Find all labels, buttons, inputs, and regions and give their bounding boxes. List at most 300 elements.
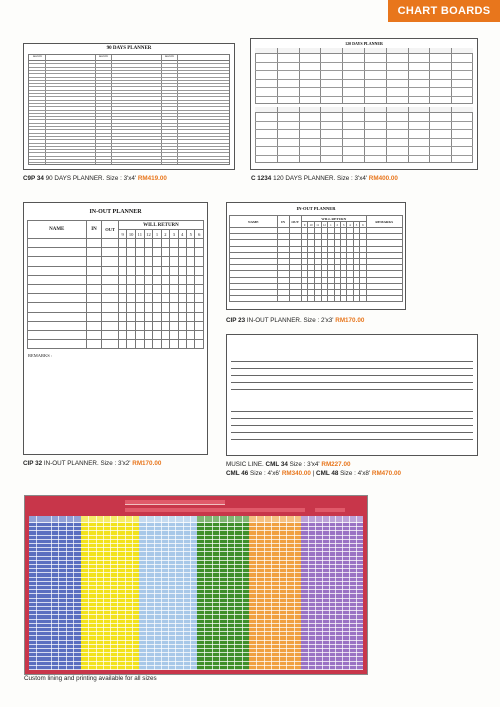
table-cell xyxy=(161,266,169,275)
table-cell xyxy=(135,303,144,312)
grid-hline xyxy=(29,593,363,594)
in-out-planner-large-board xyxy=(23,202,208,455)
table-row xyxy=(28,303,204,312)
table-cell xyxy=(144,312,153,321)
hour-header: 10 xyxy=(127,230,136,239)
grid-hline xyxy=(29,644,363,645)
hour-header: 3 xyxy=(170,230,178,239)
product-code: C 1234 xyxy=(251,175,272,182)
table-row xyxy=(28,275,204,284)
table-row xyxy=(28,284,204,293)
table-cell xyxy=(118,321,126,330)
grid-hline xyxy=(255,70,473,71)
table-cell xyxy=(170,340,178,349)
in-header: IN xyxy=(86,221,102,239)
table-cell xyxy=(144,239,153,248)
grid-hline xyxy=(29,77,229,78)
table-cell xyxy=(187,257,195,266)
planner-grid-top xyxy=(255,48,473,104)
table-cell xyxy=(178,257,186,266)
will-return-header: WILL RETURN xyxy=(118,221,203,230)
grid-hline xyxy=(29,119,229,120)
table-cell xyxy=(321,296,328,302)
table-cell xyxy=(153,275,161,284)
table-cell xyxy=(153,312,161,321)
product-price: RM340.00 xyxy=(281,470,311,477)
hour-header: 4 xyxy=(178,230,186,239)
hour-header: 4 xyxy=(347,222,353,228)
product-size: Size : 3'x4' xyxy=(289,461,320,468)
product-code: CML 46 xyxy=(226,470,249,477)
table-cell xyxy=(86,257,102,266)
table-cell xyxy=(28,340,87,349)
table-cell xyxy=(187,284,195,293)
table-cell xyxy=(102,330,118,339)
hour-header: 3 xyxy=(340,222,346,228)
board-subheader-strip xyxy=(125,508,305,512)
table-cell xyxy=(187,303,195,312)
hour-header: 5 xyxy=(187,230,195,239)
grid-hline xyxy=(29,568,363,569)
grid-hline xyxy=(29,129,229,130)
table-cell xyxy=(187,330,195,339)
table-row xyxy=(28,266,204,275)
table-row xyxy=(230,296,403,302)
grid-hline xyxy=(255,79,473,80)
table-cell xyxy=(161,284,169,293)
table-cell xyxy=(86,312,102,321)
table-cell xyxy=(118,330,126,339)
table-cell xyxy=(86,284,102,293)
c1234-caption xyxy=(251,175,398,182)
grid-hline xyxy=(29,123,229,124)
board-corner-box xyxy=(315,508,345,512)
board-title: 120 DAYS PLANNER xyxy=(345,41,383,46)
table-row xyxy=(28,294,204,303)
product-size: Size : 4'x6' xyxy=(250,470,281,477)
hour-header: 2 xyxy=(334,222,340,228)
grid-hline xyxy=(29,530,363,531)
table-cell xyxy=(187,275,195,284)
grid-hline xyxy=(29,126,229,127)
table-cell xyxy=(102,275,118,284)
board-title: IN-OUT PLANNER xyxy=(89,209,142,215)
table-cell xyxy=(86,303,102,312)
remarks-header: REMARKS xyxy=(366,216,402,228)
hour-header: 6 xyxy=(360,222,366,228)
table-cell xyxy=(86,321,102,330)
table-cell xyxy=(102,248,118,257)
table-cell xyxy=(28,330,87,339)
table-cell xyxy=(86,239,102,248)
table-cell xyxy=(153,257,161,266)
grid-hline xyxy=(29,656,363,657)
grid-hline xyxy=(29,90,229,91)
hour-header: 2 xyxy=(161,230,169,239)
table-cell xyxy=(127,294,136,303)
table-cell xyxy=(195,239,204,248)
in-out-table xyxy=(229,215,403,302)
c9p34-caption xyxy=(23,175,167,182)
board-title: 90 DAYS PLANNER xyxy=(106,46,152,51)
table-cell xyxy=(28,294,87,303)
hour-header: 10 xyxy=(309,222,313,227)
table-cell xyxy=(195,303,204,312)
table-cell xyxy=(118,312,126,321)
grid-hline xyxy=(29,103,229,104)
band-header xyxy=(43,516,81,523)
product-code: CML 34 xyxy=(265,461,288,468)
grid-hline xyxy=(29,526,363,527)
table-cell xyxy=(102,294,118,303)
table-cell xyxy=(127,321,136,330)
will-return-header: WILL RETURN xyxy=(301,216,366,222)
in-header: IN xyxy=(277,216,289,228)
table-cell xyxy=(187,266,195,275)
grid-hline xyxy=(255,155,473,156)
table-cell xyxy=(127,330,136,339)
grid-hline xyxy=(29,564,363,565)
grid-hline xyxy=(29,614,363,615)
table-cell xyxy=(153,330,161,339)
table-cell xyxy=(28,275,87,284)
table-cell xyxy=(277,296,289,302)
table-cell xyxy=(178,248,186,257)
table-cell xyxy=(195,321,204,330)
grid-hline xyxy=(29,83,229,84)
music-line-board xyxy=(226,334,478,456)
staff-line xyxy=(231,425,473,426)
table-cell xyxy=(118,294,126,303)
table-cell xyxy=(170,330,178,339)
staff-line xyxy=(231,361,473,362)
table-cell xyxy=(308,296,315,302)
product-size: Size : 4'x8' xyxy=(340,470,371,477)
ninety-days-planner-board xyxy=(23,43,235,170)
grid-hline xyxy=(29,619,363,620)
separator: | xyxy=(312,470,315,477)
hour-header: 5 xyxy=(353,222,359,228)
table-cell xyxy=(135,266,144,275)
table-cell xyxy=(187,312,195,321)
grid-hline xyxy=(29,572,363,573)
table-cell xyxy=(195,312,204,321)
table-row xyxy=(28,312,204,321)
product-code: CML 48 xyxy=(316,470,339,477)
board-header-strip xyxy=(125,500,225,505)
table-cell xyxy=(118,275,126,284)
table-cell xyxy=(289,296,301,302)
table-cell xyxy=(102,303,118,312)
table-cell xyxy=(187,321,195,330)
table-cell xyxy=(153,266,161,275)
table-cell xyxy=(144,303,153,312)
table-cell xyxy=(135,294,144,303)
table-cell xyxy=(118,239,126,248)
table-cell xyxy=(135,330,144,339)
header-row xyxy=(29,55,229,61)
grid-hline xyxy=(29,136,229,137)
table-cell xyxy=(86,248,102,257)
table-cell xyxy=(170,239,178,248)
grid-hline xyxy=(29,86,229,87)
table-cell xyxy=(161,303,169,312)
table-cell xyxy=(178,340,186,349)
hour-header: 11 xyxy=(316,222,320,227)
table-cell xyxy=(135,248,144,257)
table-cell xyxy=(178,330,186,339)
table-cell xyxy=(127,239,136,248)
grid-hline xyxy=(29,631,363,632)
table-cell xyxy=(161,275,169,284)
grid-hline xyxy=(29,146,229,147)
table-cell xyxy=(161,239,169,248)
grid-hline xyxy=(29,585,363,586)
grid-hline xyxy=(29,113,229,114)
table-cell xyxy=(170,303,178,312)
grid-hline xyxy=(29,547,363,548)
table-cell xyxy=(195,266,204,275)
in-out-planner-small-board xyxy=(226,202,406,310)
table-cell xyxy=(127,248,136,257)
product-desc: IN-OUT PLANNER. Size : 3'x2' xyxy=(43,460,131,467)
table-cell xyxy=(86,340,102,349)
table-cell xyxy=(144,294,153,303)
board-title: IN-OUT PLANNER xyxy=(296,206,336,211)
grid-hline xyxy=(29,133,229,134)
grid-hline xyxy=(29,556,363,557)
table-cell xyxy=(127,275,136,284)
grid-hline xyxy=(29,152,229,153)
table-row xyxy=(28,257,204,266)
table-cell xyxy=(170,257,178,266)
grid-hline xyxy=(29,156,229,157)
table-cell xyxy=(102,321,118,330)
staff-line xyxy=(231,382,473,383)
grid-hline xyxy=(255,129,473,130)
table-cell xyxy=(230,296,278,302)
grid-hline xyxy=(29,535,363,536)
table-cell xyxy=(135,321,144,330)
grid-hline xyxy=(29,149,229,150)
table-cell xyxy=(102,239,118,248)
grid-hline xyxy=(29,539,363,540)
table-cell xyxy=(118,303,126,312)
table-cell xyxy=(170,275,178,284)
table-cell xyxy=(170,266,178,275)
staff-line xyxy=(231,375,473,376)
hour-header: 6 xyxy=(195,230,204,239)
table-cell xyxy=(144,248,153,257)
table-cell xyxy=(118,248,126,257)
grid-hline xyxy=(29,159,229,160)
out-header: OUT xyxy=(102,221,118,239)
table-cell xyxy=(153,321,161,330)
grid-hline xyxy=(29,110,229,111)
column-header: MONTH xyxy=(165,55,175,58)
table-cell xyxy=(195,330,204,339)
grid-hline xyxy=(29,162,229,163)
table-row xyxy=(28,330,204,339)
table-cell xyxy=(118,257,126,266)
grid-hline xyxy=(29,581,363,582)
planner-grid xyxy=(28,54,230,165)
grid-hline xyxy=(29,116,229,117)
music-prefix: MUSIC LINE. xyxy=(226,461,264,468)
grid-hline xyxy=(29,623,363,624)
cip32-caption xyxy=(23,460,161,467)
grid-hline xyxy=(29,73,229,74)
table-cell xyxy=(195,294,204,303)
table-cell xyxy=(153,239,161,248)
grid-hline xyxy=(29,67,229,68)
table-cell xyxy=(28,303,87,312)
table-cell xyxy=(127,284,136,293)
table-cell xyxy=(86,275,102,284)
grid-hline xyxy=(255,121,473,122)
table-cell xyxy=(187,340,195,349)
product-price: RM419.00 xyxy=(137,175,167,182)
grid-hline xyxy=(29,96,229,97)
table-cell xyxy=(127,303,136,312)
table-cell xyxy=(161,321,169,330)
table-cell xyxy=(178,284,186,293)
grid-hline xyxy=(29,70,229,71)
section-title-banner: CHART BOARDS xyxy=(388,0,500,22)
table-cell xyxy=(161,248,169,257)
table-cell xyxy=(170,312,178,321)
remarks-label: REMARKS : xyxy=(28,353,53,358)
column-header: MONTH xyxy=(99,55,109,58)
table-cell xyxy=(178,321,186,330)
table-cell xyxy=(170,248,178,257)
grid-hline xyxy=(29,606,363,607)
grid-hline xyxy=(29,640,363,641)
table-cell xyxy=(195,275,204,284)
table-cell xyxy=(86,266,102,275)
product-code: CIP 32 xyxy=(23,460,43,467)
table-row xyxy=(28,248,204,257)
staff-line xyxy=(231,411,473,412)
table-cell xyxy=(170,321,178,330)
grid-hline xyxy=(29,598,363,599)
grid-hline xyxy=(29,627,363,628)
product-price: RM470.00 xyxy=(371,470,401,477)
table-cell xyxy=(144,275,153,284)
music-staff-top xyxy=(231,361,473,393)
grid-hline xyxy=(29,635,363,636)
staff-line xyxy=(231,368,473,369)
grid-hline xyxy=(29,63,229,64)
table-cell xyxy=(86,294,102,303)
grid-hline xyxy=(255,87,473,88)
table-row xyxy=(28,340,204,349)
grid-hline xyxy=(29,560,363,561)
grid-hline xyxy=(29,100,229,101)
hour-header: 12 xyxy=(144,230,153,239)
grid-hline xyxy=(29,80,229,81)
hour-header: 11 xyxy=(135,230,144,239)
grid-hline xyxy=(29,143,229,144)
table-cell xyxy=(161,330,169,339)
hour-header: 9 xyxy=(301,222,307,228)
table-cell xyxy=(161,294,169,303)
table-cell xyxy=(118,340,126,349)
table-cell xyxy=(28,266,87,275)
table-cell xyxy=(178,303,186,312)
table-cell xyxy=(144,321,153,330)
grid-hline xyxy=(29,661,363,662)
grid-hline xyxy=(29,577,363,578)
grid-hline xyxy=(29,139,229,140)
grid-hline xyxy=(255,138,473,139)
table-cell xyxy=(178,275,186,284)
table-cell xyxy=(178,312,186,321)
hour-header: 1 xyxy=(153,230,161,239)
table-cell xyxy=(170,294,178,303)
grid-hline xyxy=(29,652,363,653)
grid-hline xyxy=(29,93,229,94)
table-cell xyxy=(135,257,144,266)
table-cell xyxy=(314,296,321,302)
band-header xyxy=(301,516,363,523)
table-cell xyxy=(161,312,169,321)
product-price: RM400.00 xyxy=(368,175,398,182)
table-cell xyxy=(187,239,195,248)
staff-line xyxy=(231,439,473,440)
color-planner-board xyxy=(24,495,368,675)
table-cell xyxy=(144,266,153,275)
table-cell xyxy=(28,239,87,248)
name-header: NAME xyxy=(230,216,278,228)
table-cell xyxy=(195,248,204,257)
table-cell xyxy=(195,284,204,293)
product-desc: IN-OUT PLANNER. Size : 2'x3' xyxy=(246,317,334,324)
music-staff-bottom xyxy=(231,411,473,443)
hour-header: 1 xyxy=(328,222,334,228)
hour-header: 12 xyxy=(322,222,326,227)
table-cell xyxy=(127,266,136,275)
table-cell xyxy=(187,294,195,303)
table-cell xyxy=(86,330,102,339)
staff-line xyxy=(231,432,473,433)
table-cell xyxy=(28,321,87,330)
in-out-table xyxy=(27,220,204,349)
product-desc: 90 DAYS PLANNER. Size : 3'x4' xyxy=(45,175,137,182)
grid-hline xyxy=(255,146,473,147)
product-price: RM170.00 xyxy=(132,460,162,467)
table-cell xyxy=(178,239,186,248)
footer-note: Custom lining and printing available for all sizes xyxy=(24,675,157,682)
staff-line xyxy=(231,418,473,419)
table-cell xyxy=(178,266,186,275)
table-cell xyxy=(153,248,161,257)
cip23-caption xyxy=(226,317,364,324)
name-header: NAME xyxy=(28,221,87,239)
table-row xyxy=(28,321,204,330)
table-cell xyxy=(153,340,161,349)
column-header: MONTH xyxy=(33,55,43,58)
product-price: RM227.00 xyxy=(321,461,351,468)
out-header: OUT xyxy=(289,216,301,228)
table-cell xyxy=(178,294,186,303)
table-cell xyxy=(28,257,87,266)
table-cell xyxy=(102,257,118,266)
music-line-caption-line2 xyxy=(226,470,401,477)
table-cell xyxy=(127,340,136,349)
table-cell xyxy=(127,257,136,266)
music-line-caption-line1 xyxy=(226,461,350,468)
